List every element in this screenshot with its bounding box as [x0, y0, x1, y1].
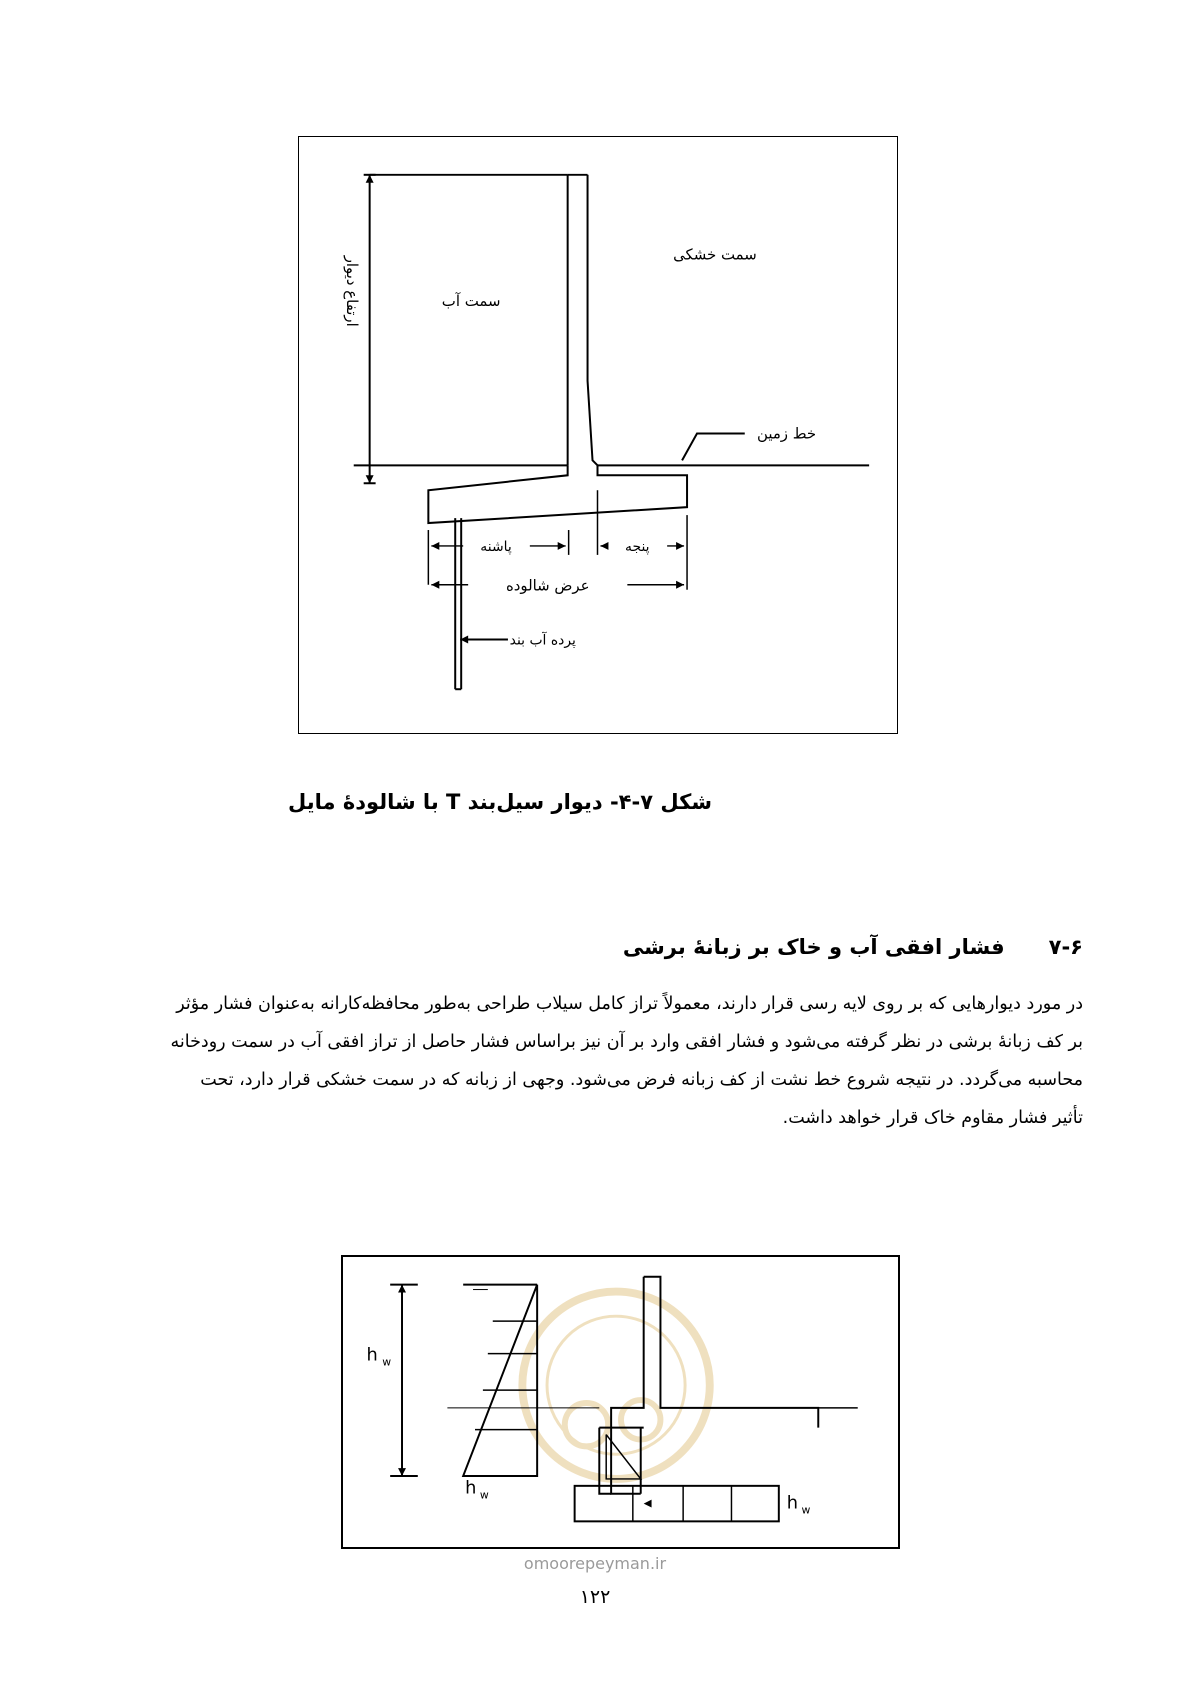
- figure-1-drawing: [299, 137, 896, 732]
- section-heading: [623, 935, 1083, 959]
- body-paragraph: [115, 985, 1083, 1137]
- hw-label-left-sub: w: [382, 1355, 392, 1369]
- stem-right-face: [588, 175, 598, 466]
- ground-line-label: خط زمین: [756, 424, 817, 443]
- figure-1: [298, 136, 898, 734]
- hw-label-bottom: h: [465, 1478, 477, 1499]
- watermark-logo: [522, 1292, 709, 1479]
- paragraph-line: در مورد دیوارهایی که بر روی لایه رسی قرار دارند، معمولاً تراز کامل سیلاب طراحی به‌طور محافظه‌کارانه به‌عنوان فشار مؤثر: [176, 994, 1083, 1014]
- section-number: ۷-۶: [1048, 935, 1083, 959]
- figure-2-drawing: [343, 1257, 898, 1547]
- hw-label-bottom-sub: w: [479, 1488, 489, 1502]
- paragraph-line: تأثیر فشار مقاوم خاک قرار خواهد داشت.: [782, 1108, 1083, 1128]
- section-title: فشار افقی آب و خاک بر زبانهٔ برشی: [622, 935, 1005, 959]
- paragraph-line: محاسبه می‌گردد. در نتیجه شروع خط نشت از کف زبانه فرض می‌شود. وجهی از زبانه که در سمت خشکی قرار دارد، تحت: [200, 1070, 1083, 1090]
- cutoff-label: پرده آب بند: [509, 632, 576, 649]
- dry-side-label: سمت خشکی: [673, 245, 757, 264]
- paragraph-line: بر کف زبانهٔ برشی در نظر گرفته می‌شود و فشار افقی وارد بر آن نیز براساس فشار حاصل از تراز افقی آب در سمت رودخانه: [170, 1032, 1083, 1052]
- water-side-label: سمت آب: [441, 292, 501, 311]
- footing-width-label: عرض شالوده: [505, 576, 590, 595]
- footing: [428, 465, 687, 523]
- hw-label-right: h: [786, 1493, 798, 1514]
- hw-label-right-sub: w: [801, 1503, 811, 1517]
- hw-label-left: h: [366, 1345, 378, 1366]
- watermark-url: omoorepeyman.ir: [523, 1554, 667, 1573]
- figure-2: [341, 1255, 900, 1549]
- page-number: ۱۲۲: [579, 1586, 611, 1608]
- wall-height-label: ارتفاع دیوار: [342, 255, 361, 327]
- toe-label: پنجه: [625, 538, 650, 555]
- figure-1-caption: شکل ۷-۴- دیوار سیل‌بند T با شالودهٔ مایل: [288, 790, 712, 814]
- heel-label: پاشنه: [480, 538, 512, 555]
